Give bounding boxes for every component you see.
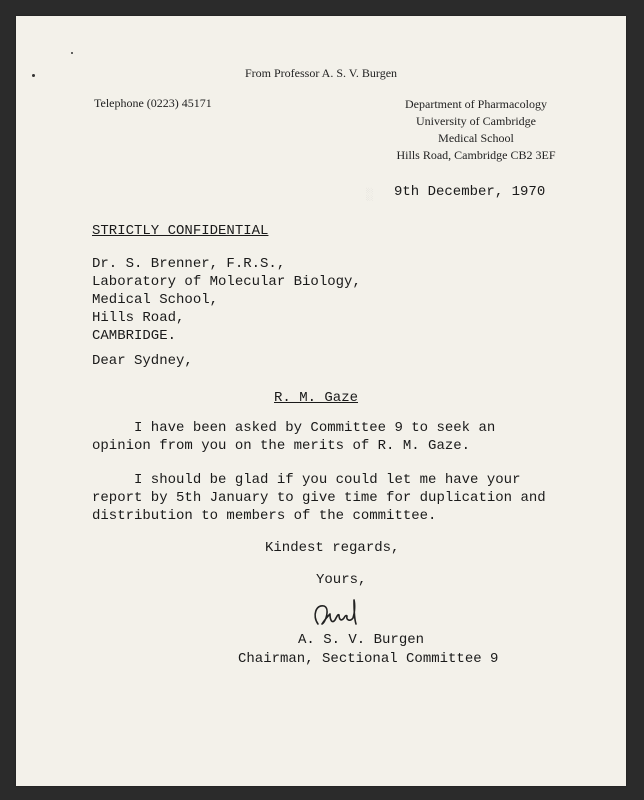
letterhead-telephone: Telephone (0223) 45171 — [94, 96, 212, 110]
handwritten-signature — [308, 594, 378, 634]
recipient-line: Dr. S. Brenner, F.R.S., — [92, 256, 286, 272]
signer-title: Chairman, Sectional Committee 9 — [238, 651, 499, 667]
letterhead-address — [376, 96, 576, 164]
confidential-heading: STRICTLY CONFIDENTIAL — [92, 223, 269, 239]
valediction: Yours, — [316, 572, 367, 588]
letterhead-from: From Professor A. S. V. Burgen — [245, 66, 398, 80]
letter-page — [16, 16, 626, 786]
paragraph-line: distribution to members of the committee. — [92, 508, 437, 524]
show-through: ░ — [366, 188, 374, 202]
recipient-line: Medical School, — [92, 292, 219, 308]
recipient-line: Laboratory of Molecular Biology, — [92, 274, 361, 290]
paragraph-line: I have been asked by Committee 9 to seek an — [92, 420, 496, 436]
letter-date: 9th December, 1970 — [394, 184, 546, 200]
signer-name: A. S. V. Burgen — [298, 632, 425, 648]
letterhead-address-line: Department of Pharmacology — [405, 97, 547, 111]
paragraph-line: I should be glad if you could let me have your — [92, 472, 521, 488]
letterhead-address-line: Hills Road, Cambridge CB2 3EF — [396, 148, 556, 162]
page-mark — [32, 74, 35, 77]
letterhead-address-line: University of Cambridge — [416, 114, 536, 128]
body-paragraph — [92, 471, 546, 525]
recipient-line: Hills Road, — [92, 310, 185, 326]
closing: Kindest regards, — [265, 540, 400, 556]
paragraph-line: report by 5th January to give time for duplication and — [92, 490, 546, 506]
paragraph-line: opinion from you on the merits of R. M. Gaze. — [92, 438, 471, 454]
salutation: Dear Sydney, — [92, 353, 193, 369]
subject-heading: R. M. Gaze — [274, 390, 359, 406]
body-paragraph — [92, 419, 495, 455]
recipient-address — [92, 255, 361, 345]
page-mark — [71, 52, 73, 54]
letterhead-address-line: Medical School — [438, 131, 514, 145]
recipient-line: CAMBRIDGE. — [92, 328, 177, 344]
